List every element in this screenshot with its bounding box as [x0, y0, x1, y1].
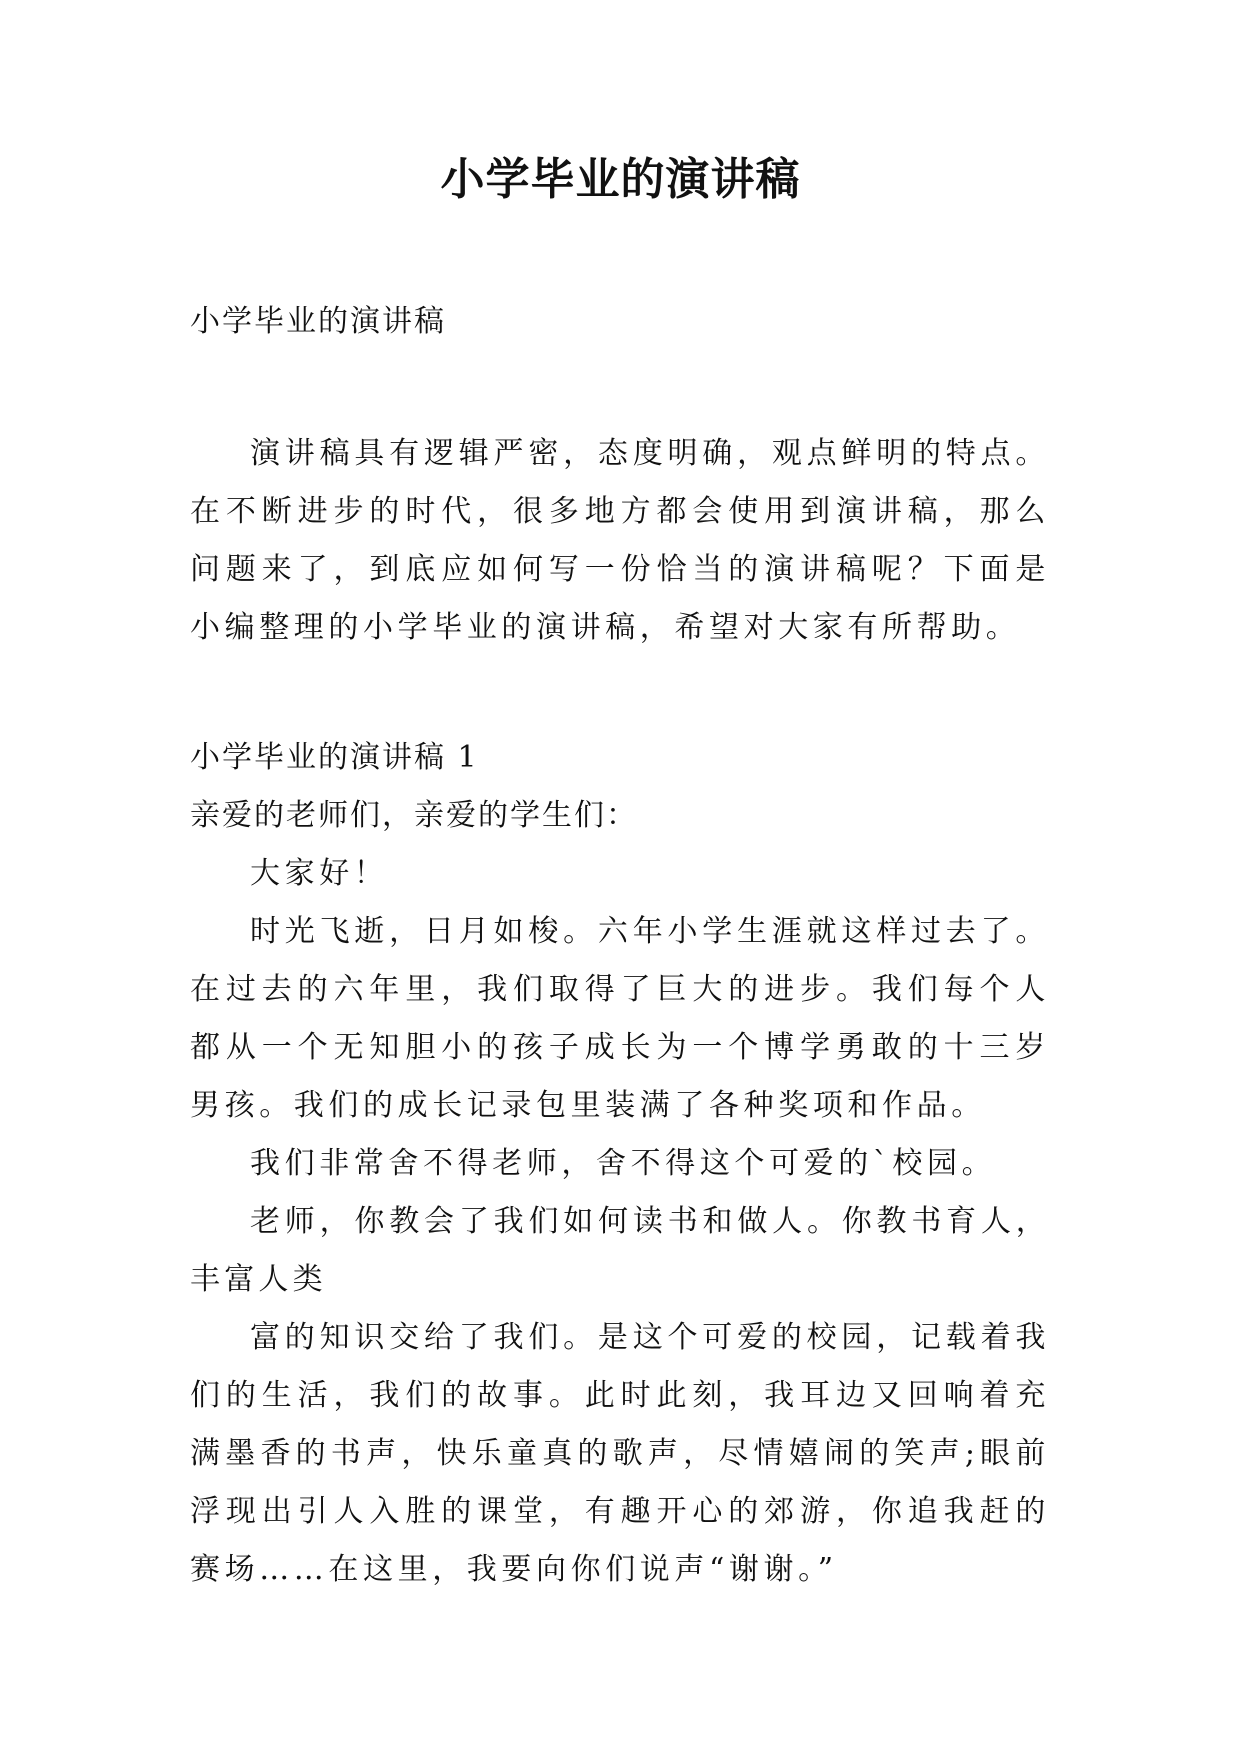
body-paragraph: 时光飞逝，日月如梭。六年小学生涯就这样过去了。在过去的六年里，我们取得了巨大的进步。我们每个人都从一个无知胆小的孩子成长为一个博学勇敢的十三岁男孩。我们的成长记录包里装满了各种奖项和作品。 — [190, 914, 1050, 1123]
body-paragraph: 富的知识交给了我们。是这个可爱的校园，记载着我们的生活，我们的故事。此时此刻，我耳边又回响着充满墨香的书声，快乐童真的歌声，尽情嬉闹的笑声;眼前浮现出引人入胜的课堂，有趣开心的郊游，你追我赶的赛场……在这里，我要向你们说声“谢谢。” — [190, 1320, 1050, 1587]
salutation: 亲爱的老师们，亲爱的学生们： — [190, 798, 638, 833]
body-paragraph: 大家好！ — [250, 856, 389, 891]
document-subtitle: 小学毕业的演讲稿 — [190, 304, 446, 339]
section-heading: 小学毕业的演讲稿 1 — [190, 740, 479, 775]
intro-paragraph: 演讲稿具有逻辑严密，态度明确，观点鲜明的特点。在不断进步的时代，很多地方都会使用到演讲稿，那么问题来了，到底应如何写一份恰当的演讲稿呢？下面是小编整理的小学毕业的演讲稿，希望对大家有所帮助。 — [190, 436, 1050, 645]
body-paragraph: 我们非常舍不得老师，舍不得这个可爱的`校园。 — [250, 1146, 997, 1181]
document-title: 小学毕业的演讲稿 — [440, 154, 801, 205]
body-paragraph: 老师，你教会了我们如何读书和做人。你教书育人，丰富人类 — [190, 1204, 1050, 1297]
document-body — [190, 293, 1050, 1599]
